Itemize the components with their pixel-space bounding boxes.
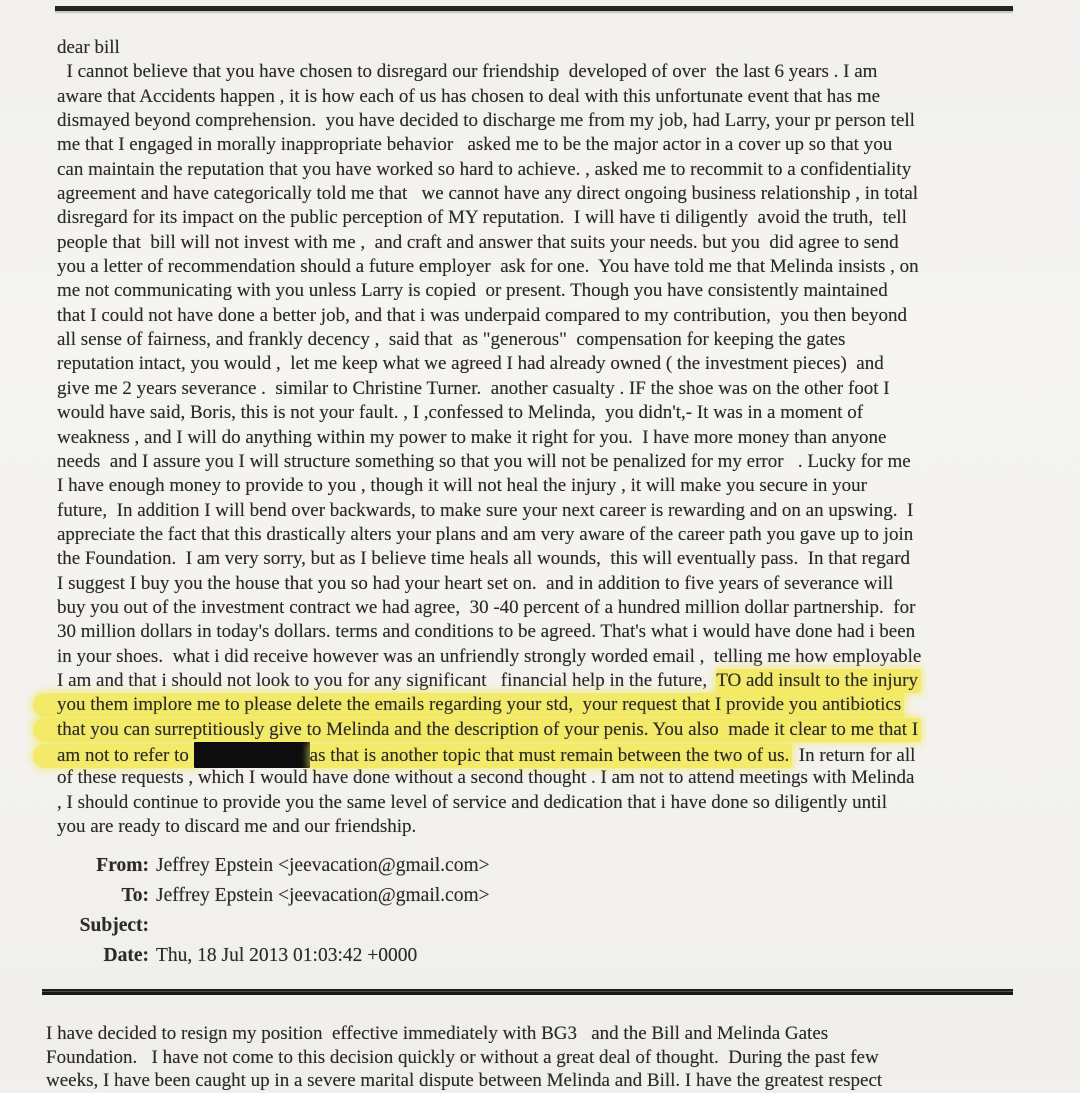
letter-line <box>57 693 1037 717</box>
letter-line <box>57 718 1037 742</box>
resignation-paragraph <box>46 1022 1046 1093</box>
top-horizontal-rule <box>55 6 1013 11</box>
letter-text: reputation intact, you would , let me keep what we agreed I had already owned ( the investment pieces) and <box>57 353 884 375</box>
letter-text: you a letter of recommendation should a future employer ask for one. You have told me that Melinda insists , on <box>57 256 919 278</box>
letter-text: needs and I assure you I will structure something so that you will not be penalized for my error . Lucky for me <box>57 450 911 472</box>
email-header-value: Jeffrey Epstein <jeevacation@gmail.com> <box>156 855 490 876</box>
highlighted-text: am not to refer to <box>33 744 197 768</box>
letter-line <box>57 547 1037 571</box>
letter-text: me that I engaged in morally inappropriate behavior asked me to be the major actor in a cover up so that you <box>57 134 893 156</box>
letter-line <box>57 158 1037 182</box>
email-header-row-subject <box>57 911 490 941</box>
email-header-row-from <box>57 851 490 881</box>
letter-line <box>57 499 1037 523</box>
letter-text: people that bill will not invest with me , and craft and answer that suits your needs. but you did agree to send <box>57 231 899 253</box>
highlighted-text: that you can surreptitiously give to Melinda and the description of your penis. You also made it clear to me that I <box>33 718 921 742</box>
letter-text: weakness , and I will do anything within my power to make it right for you. I have more money than anyone <box>57 426 887 448</box>
email-header-row-date <box>57 941 490 971</box>
email-header-value: Jeffrey Epstein <jeevacation@gmail.com> <box>156 885 490 906</box>
letter-text: in your shoes. what i did receive however was an unfriendly strongly worded email , telling me how employable <box>57 645 922 667</box>
letter-line <box>57 231 1037 255</box>
letter-text: , I should continue to provide you the same level of service and dedication that i have done so diligently until <box>57 791 887 813</box>
letter-text: of these requests , which I would have done without a second thought . I am not to attend meetings with Melinda <box>57 767 915 789</box>
footer-line: Foundation. I have not come to this decision quickly or without a great deal of thought. During the past few <box>46 1046 879 1068</box>
letter-line <box>57 133 1037 157</box>
letter-line <box>57 36 1037 60</box>
letter-text: all sense of fairness, and frankly decency , said that as "generous" compensation for keeping the gates <box>57 329 846 351</box>
letter-line <box>57 206 1037 230</box>
letter-text: I have enough money to provide to you , though it will not heal the injury , it will make you secure in your <box>57 475 867 497</box>
letter-text: I cannot believe that you have chosen to disregard our friendship developed of over the last 6 years . I am <box>57 61 878 83</box>
letter-line <box>57 791 1037 815</box>
letter-line <box>57 620 1037 644</box>
letter-text: dismayed beyond comprehension. you have decided to discharge me from my job, had Larry, your pr person tell <box>57 110 915 132</box>
letter-line <box>57 182 1037 206</box>
letter-line <box>57 109 1037 133</box>
letter-text: would have said, Boris, this is not your fault. , I ,confessed to Melinda, you didn't,- It was in a moment of <box>57 402 864 424</box>
letter-text: appreciate the fact that this drastically alters your plans and am very aware of the career path you gave up to join <box>57 523 914 545</box>
letter-line <box>57 474 1037 498</box>
email-header-value: Thu, 18 Jul 2013 01:03:42 +0000 <box>156 945 418 966</box>
letter-text: future, In addition I will bend over backwards, to make sure your next career is rewarding and on an upswing. I <box>57 499 914 521</box>
letter-line <box>57 645 1037 669</box>
letter-text: me not communicating with you unless Larry is copied or present. Though you have consistently maintained <box>57 280 888 302</box>
letter-line <box>57 352 1037 376</box>
letter-paragraph <box>57 36 1037 839</box>
email-header-block <box>57 851 490 971</box>
letter-line <box>57 523 1037 547</box>
email-header-label: Subject: <box>79 915 149 936</box>
footer-line: I have decided to resign my position effective immediately with BG3 and the Bill and Melinda Gates <box>46 1023 829 1044</box>
letter-text: I suggest I buy you the house that you so had your heart set on. and in addition to five years of severance will <box>57 572 894 594</box>
letter-line <box>57 60 1037 84</box>
letter-line <box>57 401 1037 425</box>
letter-text: 30 million dollars in today's dollars. terms and conditions to be agreed. That's what i would have done had i been <box>57 621 916 643</box>
letter-line <box>57 377 1037 401</box>
redaction-box <box>194 742 310 768</box>
letter-text: that I could not have done a better job, and that i was underpaid compared to my contribution, you then beyond <box>57 304 908 326</box>
letter-line <box>57 450 1037 474</box>
letter-text: disregard for its impact on the public perception of MY reputation. I will have ti diligently avoid the truth, tell <box>57 207 907 229</box>
email-header-row-to <box>57 881 490 911</box>
highlighted-text: TO add insult to the injury <box>716 669 921 693</box>
highlighted-text: you them implore me to please delete the emails regarding your std, your request that I provide you antibiotics <box>33 693 904 717</box>
highlighted-text: as that is another topic that must remain between the two of us. <box>310 744 793 768</box>
letter-line <box>57 328 1037 352</box>
email-header-label: Date: <box>103 945 149 966</box>
letter-line <box>57 766 1037 790</box>
letter-line <box>57 572 1037 596</box>
letter-text: can maintain the reputation that you have worked so hard to achieve. , asked me to recommit to a confidentiality <box>57 158 912 180</box>
letter-line <box>57 669 1037 693</box>
letter-line <box>57 304 1037 328</box>
letter-line <box>57 596 1037 620</box>
letter-text: give me 2 years severance . similar to Christine Turner. another casualty . IF the shoe was on the other foot I <box>57 377 890 399</box>
letter-text: buy you out of the investment contract we had agree, 30 -40 percent of a hundred million dollar partnership. for <box>57 596 916 618</box>
footer-line: weeks, I have been caught up in a severe marital dispute between Melinda and Bill. I have the greatest respect <box>46 1070 883 1091</box>
letter-text: In return for all <box>789 744 916 766</box>
letter-text: agreement and have categorically told me that we cannot have any direct ongoing business relationship , in total <box>57 183 919 205</box>
section-divider-rule <box>42 989 1013 995</box>
email-header-label: From: <box>96 855 149 876</box>
letter-line <box>57 255 1037 279</box>
letter-text: the Foundation. I am very sorry, but as I believe time heals all wounds, this will eventually pass. In that regard <box>57 548 911 570</box>
letter-line <box>57 815 1037 839</box>
letter-line <box>57 279 1037 303</box>
letter-text: I am and that i should not look to you for any significant financial help in the future, <box>57 669 717 691</box>
letter-text: dear bill <box>57 37 120 58</box>
letter-line <box>57 742 1037 766</box>
email-header-label: To: <box>121 885 149 906</box>
letter-text: you are ready to discard me and our friendship. <box>57 816 417 837</box>
letter-text: aware that Accidents happen , it is how each of us has chosen to deal with this unfortunate event that has me <box>57 85 881 107</box>
letter-line <box>57 85 1037 109</box>
letter-line <box>57 426 1037 450</box>
